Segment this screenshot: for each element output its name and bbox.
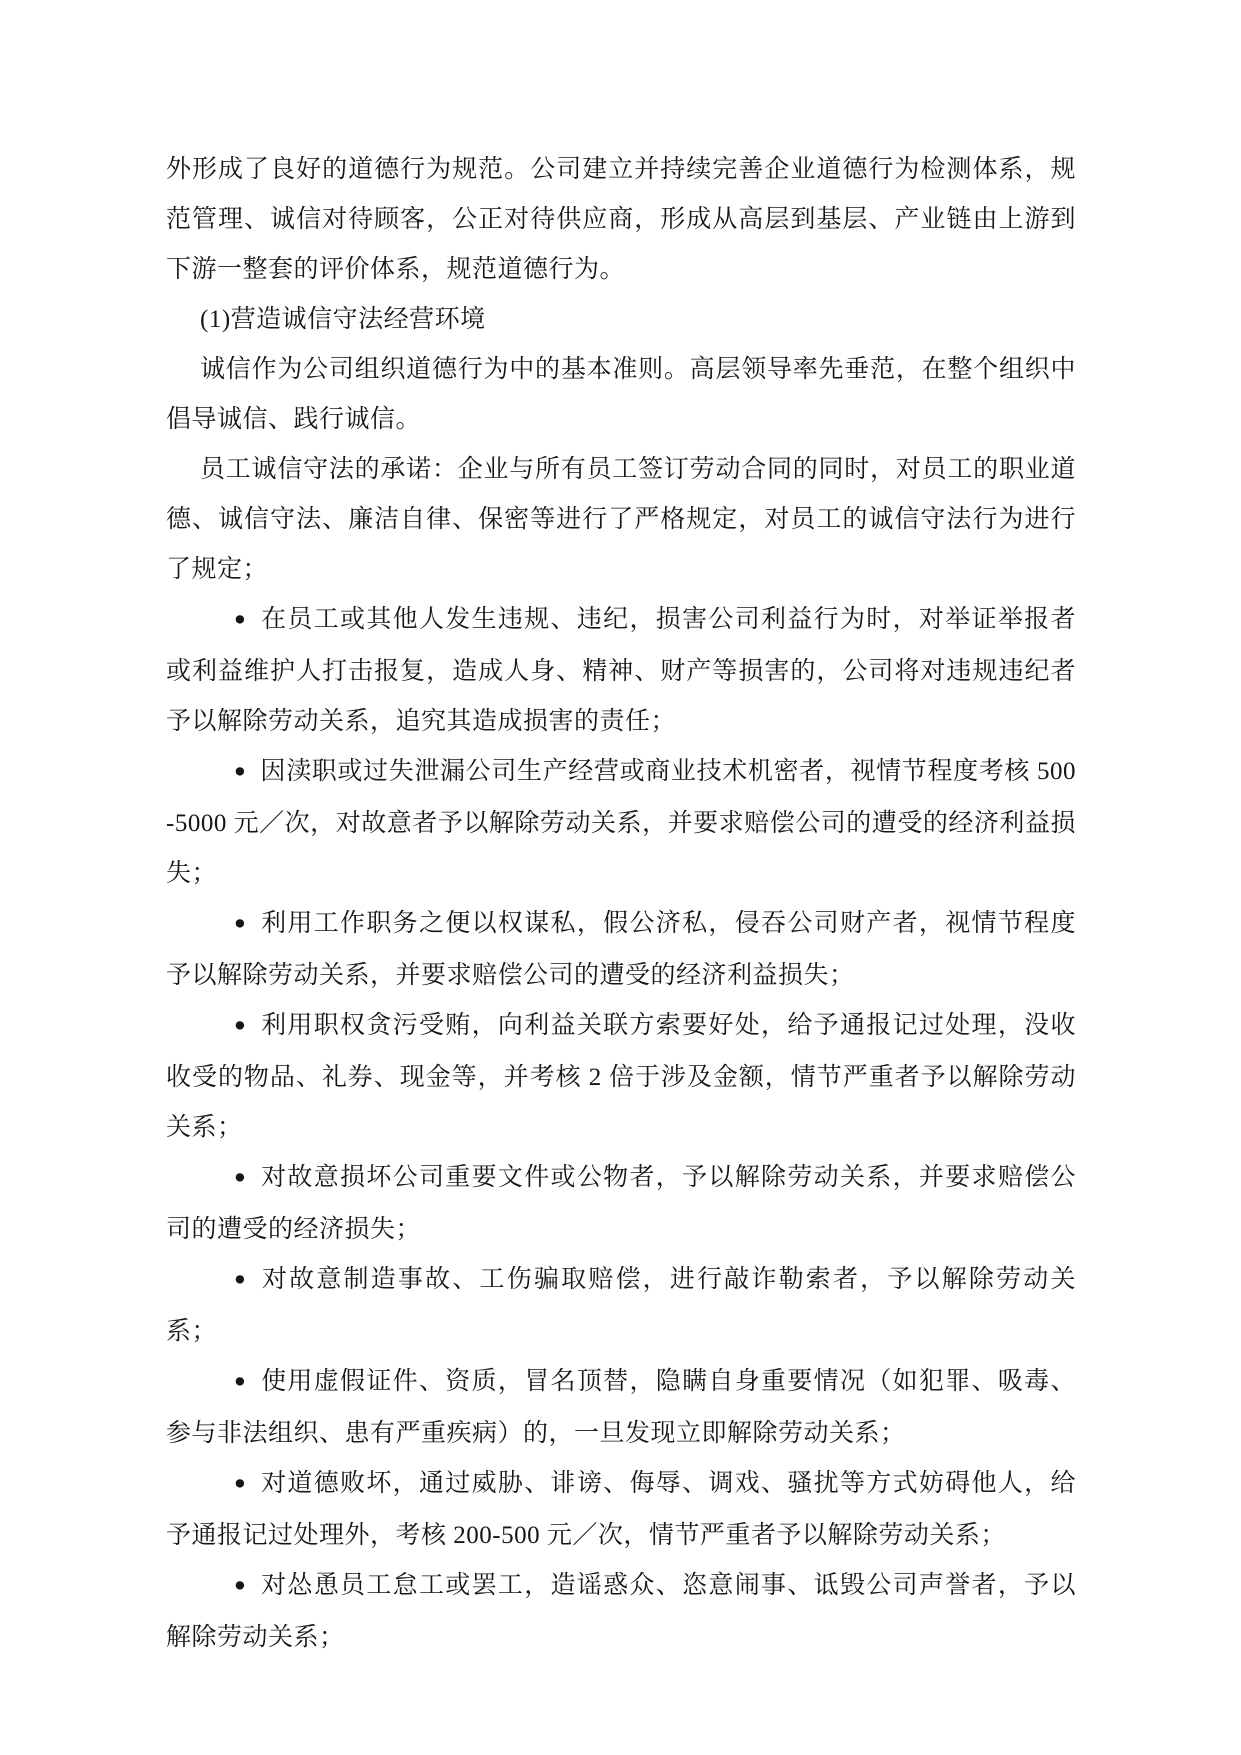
bullet-icon: ● xyxy=(234,1371,247,1392)
bullet-icon: ● xyxy=(234,1167,247,1188)
bullet-icon: ● xyxy=(234,761,247,782)
bullet-text: 因渎职或过失泄漏公司生产经营或商业技术机密者，视情节程度考核 500-5000 元／次，对故意者予以解除劳动关系，并要求赔偿公司的遭受的经济利益损失； xyxy=(166,758,1076,887)
bullet-text: 利用职权贪污受贿，向利益关联方索要好处，给予通报记过处理，没收收受的物品、礼券、现金等，并考核 2 倍于涉及金额，情节严重者予以解除劳动关系； xyxy=(166,1012,1076,1141)
bullet-item xyxy=(166,1001,1076,1153)
bullet-text: 对故意制造事故、工伤骗取赔偿，进行敲诈勒索者，予以解除劳动关系； xyxy=(166,1266,1076,1345)
bullet-item xyxy=(166,1459,1076,1561)
bullet-item xyxy=(166,899,1076,1001)
bullet-icon: ● xyxy=(234,913,247,934)
bullet-icon: ● xyxy=(234,1269,247,1290)
bullet-item xyxy=(166,1357,1076,1459)
bullet-text: 在员工或其他人发生违规、违纪，损害公司利益行为时，对举证举报者或利益维护人打击报复，造成人身、精神、财产等损害的，公司将对违规违纪者予以解除劳动关系，追究其造成损害的责任； xyxy=(166,606,1076,735)
section-heading: (1)营造诚信守法经营环境 xyxy=(200,306,486,333)
paragraph: 外形成了良好的道德行为规范。公司建立并持续完善企业道德行为检测体系，规范管理、诚信对待顾客，公正对待供应商，形成从高层到基层、产业链由上游到下游一整套的评价体系，规范道德行为。 xyxy=(166,156,1076,283)
bullet-item xyxy=(166,1255,1076,1357)
bullet-item xyxy=(166,747,1076,899)
bullet-text: 对道德败坏，通过威胁、诽谤、侮辱、调戏、骚扰等方式妨碍他人，给予通报记过处理外，考核 200-500 元／次，情节严重者予以解除劳动关系； xyxy=(166,1470,1076,1549)
bullet-icon: ● xyxy=(234,1473,247,1494)
bullet-item xyxy=(166,1153,1076,1255)
text-block xyxy=(166,145,1076,1663)
paragraph: 诚信作为公司组织道德行为中的基本准则。高层领导率先垂范，在整个组织中倡导诚信、践行诚信。 xyxy=(166,356,1076,433)
bullet-text: 对故意损坏公司重要文件或公物者，予以解除劳动关系，并要求赔偿公司的遭受的经济损失； xyxy=(166,1164,1076,1243)
bullet-text: 利用工作职务之便以权谋私，假公济私，侵吞公司财产者，视情节程度予以解除劳动关系，并要求赔偿公司的遭受的经济利益损失； xyxy=(166,910,1076,989)
paragraph: 员工诚信守法的承诺：企业与所有员工签订劳动合同的同时，对员工的职业道德、诚信守法、廉洁自律、保密等进行了严格规定，对员工的诚信守法行为进行了规定； xyxy=(166,456,1076,583)
bullet-icon: ● xyxy=(234,1575,247,1596)
bullet-text: 对怂恿员工怠工或罢工，造谣惑众、恣意闹事、诋毁公司声誉者，予以解除劳动关系； xyxy=(166,1572,1076,1651)
bullet-item xyxy=(166,1561,1076,1663)
bullet-text: 使用虚假证件、资质，冒名顶替，隐瞒自身重要情况（如犯罪、吸毒、参与非法组织、患有严重疾病）的，一旦发现立即解除劳动关系； xyxy=(166,1368,1076,1447)
bullet-item xyxy=(166,595,1076,747)
bullet-icon: ● xyxy=(234,1015,247,1036)
bullet-icon: ● xyxy=(234,609,247,630)
